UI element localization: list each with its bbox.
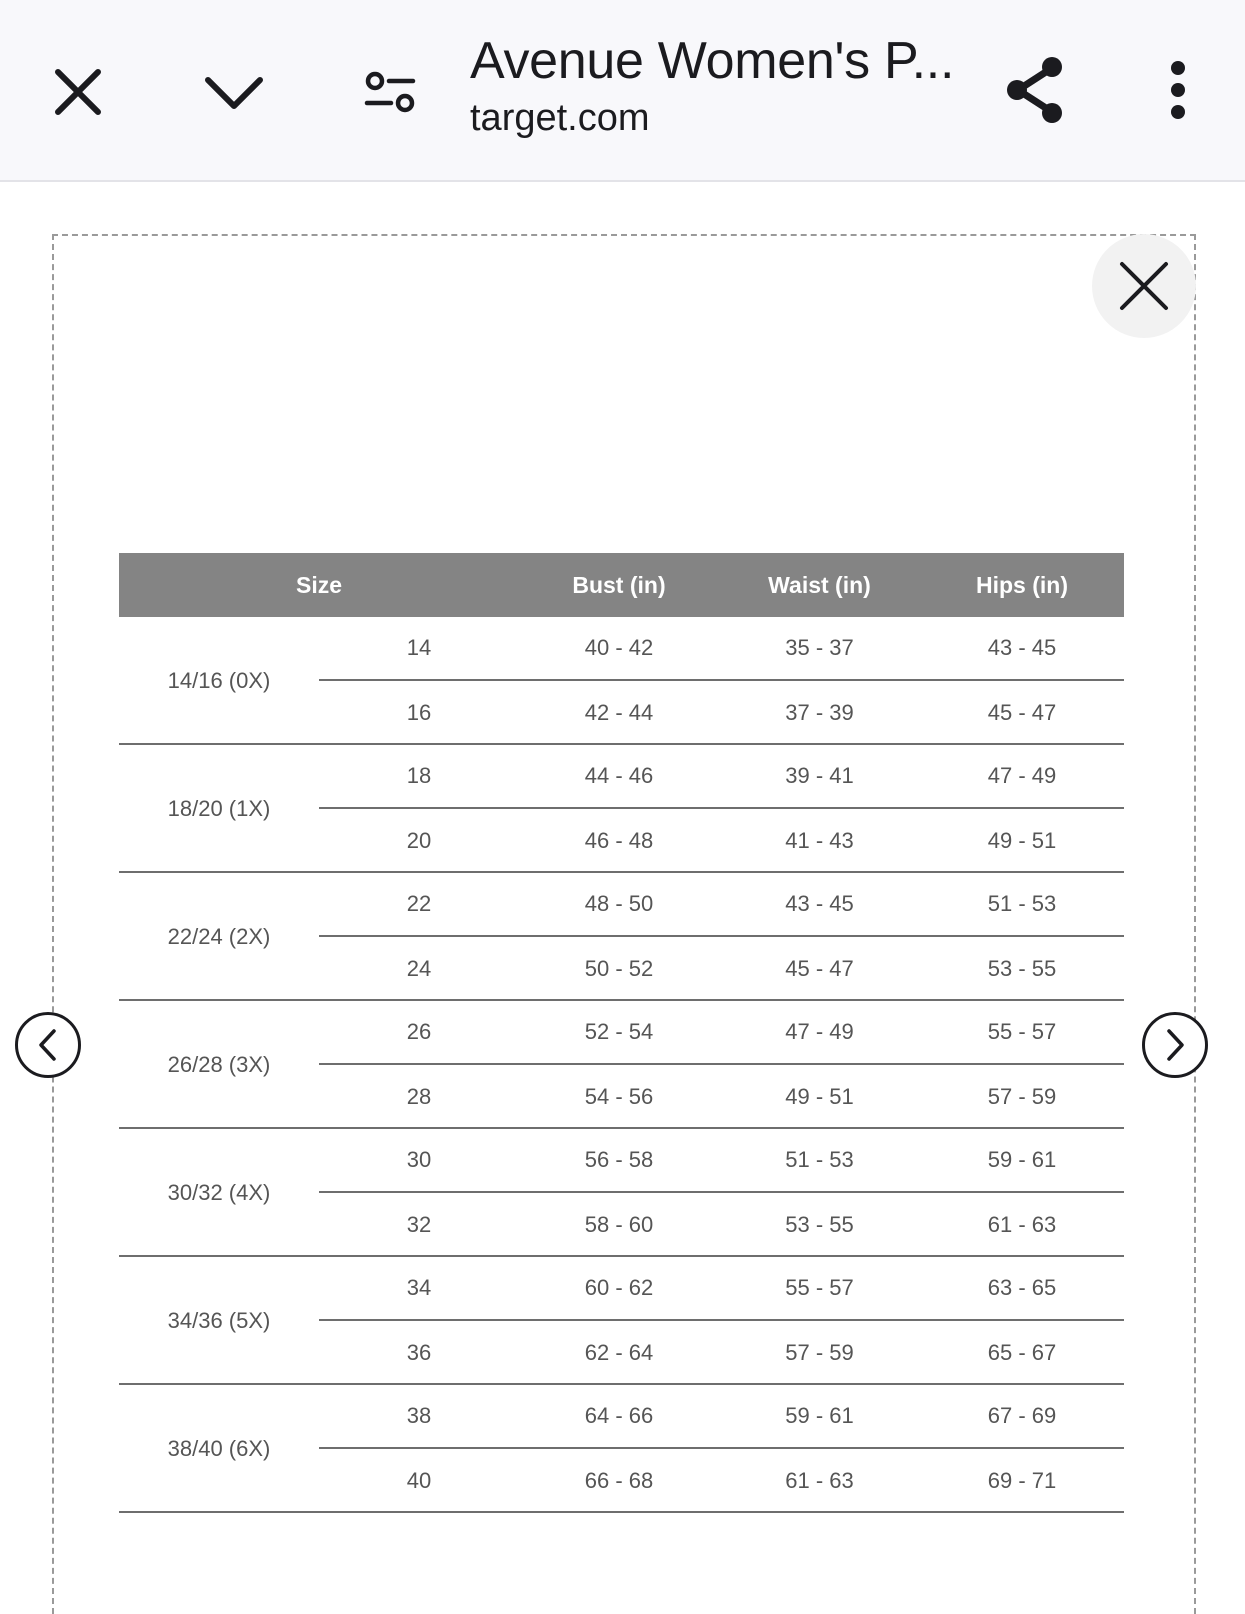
viewer-close-button[interactable]	[1092, 234, 1196, 338]
cell-waist: 43 - 45	[785, 891, 854, 916]
size-chart-header	[119, 553, 1124, 617]
cell-hips: 67 - 69	[987, 1403, 1057, 1428]
close-tab-button[interactable]	[38, 52, 118, 132]
cell-bust: 64 - 66	[584, 1403, 654, 1428]
cell-size: 24	[406, 956, 432, 981]
share-icon	[1002, 54, 1068, 126]
table-row	[319, 1385, 1124, 1449]
cell-waist: 51 - 53	[785, 1147, 854, 1172]
cell-waist: 53 - 55	[785, 1212, 854, 1237]
cell-size: 18	[406, 763, 432, 788]
cell-waist: 49 - 51	[785, 1084, 854, 1109]
chevron-right-icon	[1162, 1028, 1188, 1062]
minimize-button[interactable]	[194, 52, 274, 132]
cell-bust: 58 - 60	[584, 1212, 654, 1237]
page-domain: target.com	[470, 97, 650, 139]
size-group	[119, 1129, 1124, 1257]
tune-icon	[363, 70, 417, 114]
cell-hips: 53 - 55	[987, 956, 1057, 981]
table-row	[319, 681, 1124, 745]
size-group	[119, 617, 1124, 745]
size-group-label: 18/20 (1X)	[167, 796, 271, 821]
cell-size: 38	[406, 1403, 432, 1428]
cell-hips: 45 - 47	[987, 700, 1057, 725]
header-waist: Waist (in)	[768, 571, 871, 598]
next-image-button[interactable]	[1142, 1012, 1208, 1078]
cell-waist: 41 - 43	[785, 828, 854, 853]
cell-hips: 61 - 63	[987, 1212, 1057, 1237]
cell-hips: 63 - 65	[987, 1275, 1057, 1300]
header-hips: Hips (in)	[976, 571, 1068, 598]
size-group-label: 14/16 (0X)	[167, 668, 271, 693]
page-title-block	[470, 30, 980, 140]
close-icon	[52, 66, 104, 118]
cell-bust: 48 - 50	[584, 891, 654, 916]
cell-bust: 60 - 62	[584, 1275, 654, 1300]
more-options-button[interactable]	[1138, 50, 1218, 130]
size-group-rows	[319, 1129, 1124, 1257]
browser-top-bar	[0, 0, 1245, 182]
cell-hips: 57 - 59	[987, 1084, 1057, 1109]
previous-image-button[interactable]	[15, 1012, 81, 1078]
cell-size: 14	[406, 635, 432, 660]
cell-size: 28	[406, 1084, 432, 1109]
chevron-left-icon	[35, 1028, 61, 1062]
cell-size: 30	[406, 1147, 432, 1172]
table-row	[319, 1321, 1124, 1385]
size-group-rows	[319, 617, 1124, 745]
table-row	[319, 1193, 1124, 1257]
table-row	[319, 809, 1124, 873]
cell-hips: 55 - 57	[987, 1019, 1057, 1044]
cell-size: 34	[406, 1275, 432, 1300]
table-row	[319, 617, 1124, 681]
cell-waist: 55 - 57	[785, 1275, 854, 1300]
cell-hips: 59 - 61	[987, 1147, 1057, 1172]
cell-bust: 56 - 58	[584, 1147, 654, 1172]
cell-waist: 39 - 41	[785, 763, 854, 788]
page-title: Avenue Women's P...	[470, 32, 955, 90]
size-group-label: 26/28 (3X)	[167, 1052, 271, 1077]
page-settings-button[interactable]	[350, 52, 430, 132]
size-group-label: 38/40 (6X)	[167, 1436, 271, 1461]
cell-bust: 44 - 46	[584, 763, 654, 788]
size-group	[119, 745, 1124, 873]
table-row	[319, 1129, 1124, 1193]
size-group-rows	[319, 1001, 1124, 1129]
cell-waist: 47 - 49	[785, 1019, 854, 1044]
size-group-label: 22/24 (2X)	[167, 924, 271, 949]
cell-bust: 50 - 52	[584, 956, 654, 981]
size-group-rows	[319, 1385, 1124, 1513]
chevron-down-icon	[203, 72, 265, 112]
size-group-label: 30/32 (4X)	[167, 1180, 271, 1205]
cell-hips: 65 - 67	[987, 1340, 1057, 1365]
size-group	[119, 1385, 1124, 1513]
size-group-rows	[319, 873, 1124, 1001]
cell-waist: 61 - 63	[785, 1468, 854, 1493]
cell-size: 16	[406, 700, 432, 725]
cell-waist: 57 - 59	[785, 1340, 854, 1365]
cell-waist: 45 - 47	[785, 956, 854, 981]
size-chart-table	[119, 553, 1124, 1513]
size-group-rows	[319, 1257, 1124, 1385]
cell-bust: 62 - 64	[584, 1340, 654, 1365]
cell-size: 22	[406, 891, 432, 916]
cell-hips: 51 - 53	[987, 891, 1057, 916]
cell-size: 36	[406, 1340, 432, 1365]
more-vert-icon	[1168, 60, 1188, 120]
cell-bust: 40 - 42	[584, 635, 654, 660]
cell-hips: 43 - 45	[987, 635, 1057, 660]
share-button[interactable]	[995, 50, 1075, 130]
cell-waist: 37 - 39	[785, 700, 854, 725]
cell-bust: 66 - 68	[584, 1468, 654, 1493]
cell-size: 32	[406, 1212, 432, 1237]
size-group-label: 34/36 (5X)	[167, 1308, 271, 1333]
cell-size: 40	[406, 1468, 432, 1493]
cell-bust: 42 - 44	[584, 700, 654, 725]
table-row	[319, 873, 1124, 937]
cell-bust: 52 - 54	[584, 1019, 654, 1044]
header-bust: Bust (in)	[572, 571, 666, 598]
cell-bust: 46 - 48	[584, 828, 654, 853]
cell-hips: 47 - 49	[987, 763, 1057, 788]
cell-waist: 35 - 37	[785, 635, 854, 660]
table-row	[319, 937, 1124, 1001]
size-group	[119, 1001, 1124, 1129]
table-row	[319, 1065, 1124, 1129]
table-row	[319, 1001, 1124, 1065]
cell-hips: 49 - 51	[987, 828, 1057, 853]
table-row	[319, 745, 1124, 809]
cell-hips: 69 - 71	[987, 1468, 1057, 1493]
size-chart-body	[119, 617, 1124, 1513]
cell-waist: 59 - 61	[785, 1403, 854, 1428]
header-size: Size	[295, 571, 343, 598]
size-group	[119, 873, 1124, 1001]
close-icon	[1118, 260, 1170, 312]
table-row	[319, 1449, 1124, 1513]
cell-size: 20	[406, 828, 432, 853]
table-row	[319, 1257, 1124, 1321]
cell-size: 26	[406, 1019, 432, 1044]
size-group	[119, 1257, 1124, 1385]
size-group-rows	[319, 745, 1124, 873]
cell-bust: 54 - 56	[584, 1084, 654, 1109]
